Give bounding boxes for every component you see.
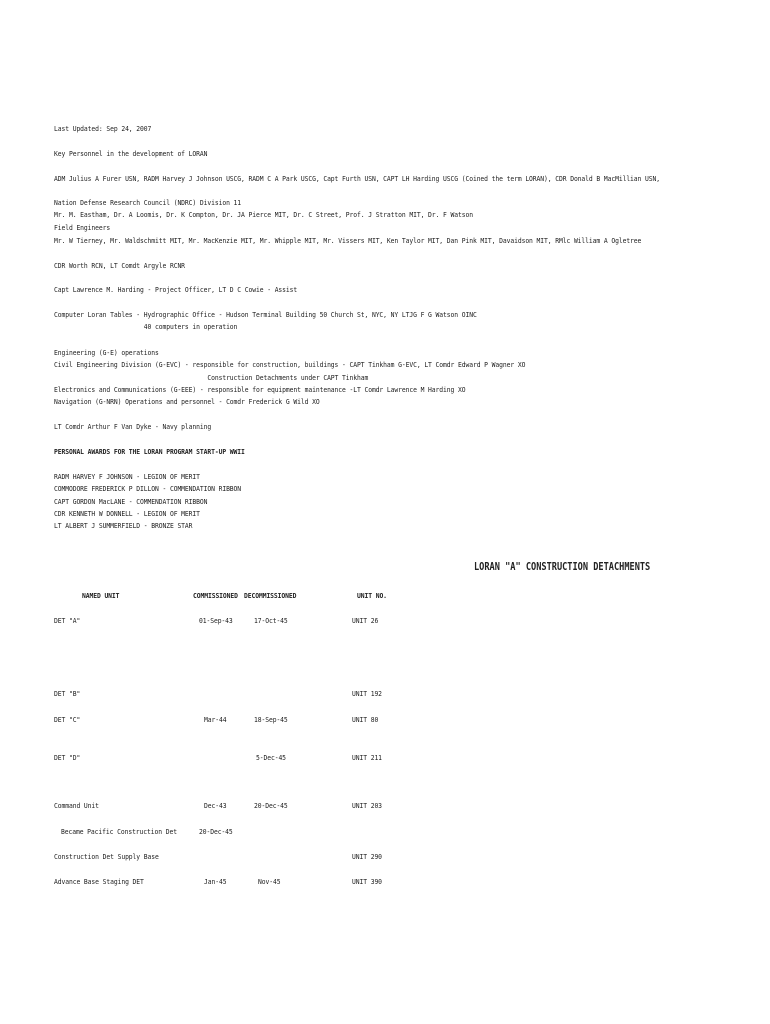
award-item: CDR KENNETH W DONNELL - LEGION OF MERIT <box>54 509 200 518</box>
award-item: LT ALBERT J SUMMERFIELD - BRONZE STAR <box>54 521 193 530</box>
ndrc-line: Mr. M. Eastham, Dr. A Loomis, Dr. K Compton, Dr. JA Pierce MIT, Dr. C Street, Prof. J Stratton MIT, Dr. F Watson <box>54 210 473 219</box>
commissioned-cell: Dec-43 <box>204 801 227 810</box>
unit-no-cell: UNIT 26 <box>352 616 379 625</box>
engineering-line: Construction Detachments under CAPT Tinkham <box>54 373 369 382</box>
unit-no-cell: UNIT 290 <box>352 852 382 861</box>
decommissioned-cell: 20-Dec-45 <box>254 801 288 810</box>
unit-cell: DET "A" <box>54 616 81 625</box>
unit-cell: DET "C" <box>54 715 81 724</box>
header-decommissioned: DECOMMISSIONED <box>244 591 297 600</box>
ndrc-line: Nation Defense Research Council (NDRC) Division 11 <box>54 198 242 207</box>
unit-no-cell: UNIT 211 <box>352 753 382 762</box>
engineering-line: Engineering (G-E) operations <box>54 348 159 357</box>
unit-no-cell: UNIT 80 <box>352 715 379 724</box>
engineering-line: Navigation (G-NRN) Operations and personnel - Comdr Frederick G Wild XO <box>54 397 320 406</box>
commissioned-cell: Jan-45 <box>204 877 227 886</box>
unit-cell: Construction Det Supply Base <box>54 852 159 861</box>
decommissioned-cell: 5-Dec-45 <box>256 753 286 762</box>
award-item: COMMODORE FREDERICK P DILLON - COMMENDATION RIBBON <box>54 484 242 493</box>
award-item: RADM HARVEY F JOHNSON - LEGION OF MERIT <box>54 472 200 481</box>
header-commissioned: COMMISSIONED <box>193 591 238 600</box>
awards-title: PERSONAL AWARDS FOR THE LORAN PROGRAM START-UP WWII <box>54 447 245 456</box>
unit-no-cell: UNIT 203 <box>352 801 382 810</box>
rcn-line: CDR Worth RCN, LT Comdt Argyle RCNR <box>54 261 185 270</box>
key-personnel-title: Key Personnel in the development of LORAN <box>54 149 208 158</box>
commissioned-cell: 01-Sep-43 <box>199 616 233 625</box>
ndrc-line: Field Engineers <box>54 223 111 232</box>
header-unit-no: UNIT NO. <box>357 591 387 600</box>
engineering-line: Civil Engineering Division (G-EVC) - responsible for construction, buildings - CAPT Tinkham G-EVC, LT Comdr Edward P Wagner XO <box>54 360 526 369</box>
last-updated: Last Updated: Sep 24, 2007 <box>54 124 152 133</box>
decommissioned-cell: 17-Oct-45 <box>254 616 288 625</box>
header-named-unit: NAMED UNIT <box>82 591 120 600</box>
tables-line: 40 computers in operation <box>54 322 238 331</box>
decommissioned-cell: 18-Sep-45 <box>254 715 288 724</box>
unit-cell: DET "B" <box>54 689 81 698</box>
unit-cell: DET "D" <box>54 753 81 762</box>
engineering-line: Electronics and Communications (G-EEE) - responsible for equipment maintenance -LT Comdr Lawrence M Harding XO <box>54 385 466 394</box>
commissioned-cell: 20-Dec-45 <box>199 827 233 836</box>
unit-cell: Advance Base Staging DET <box>54 877 144 886</box>
vandyke-line: LT Comdr Arthur F Van Dyke - Navy planning <box>54 422 212 431</box>
unit-no-cell: UNIT 390 <box>352 877 382 886</box>
unit-cell: Command Unit <box>54 801 99 810</box>
decommissioned-cell: Nov-45 <box>258 877 281 886</box>
unit-cell: Became Pacific Construction Det <box>61 827 177 836</box>
ndrc-line: Mr. W Tierney, Mr. Waldschmitt MIT, Mr. MacKenzie MIT, Mr. Whipple MIT, Mr. Vissers MIT, Ken Taylor MIT, Dan Pink MIT, Davaidson MIT, RMlc William A Ogletree <box>54 236 642 245</box>
tables-line: Computer Loran Tables - Hydrographic Office - Hudson Terminal Building 50 Church St, NYC, NY LTJG F G Watson OINC <box>54 310 477 319</box>
personnel-line: ADM Julius A Furer USN, RADM Harvey J Johnson USCG, RADM C A Park USCG, Capt Furth USN, CAPT LH Harding USCG (Coined the term LORAN), CDR Donald B MacMillian USN, <box>54 174 660 183</box>
unit-no-cell: UNIT 192 <box>352 689 382 698</box>
harding-line: Capt Lawrence M. Harding - Project Officer, LT D C Cowie - Assist <box>54 285 298 294</box>
commissioned-cell: Mar-44 <box>204 715 227 724</box>
detachments-heading: LORAN "A" CONSTRUCTION DETACHMENTS <box>474 561 651 573</box>
award-item: CAPT GORDON MacLANE - COMMENDATION RIBBON <box>54 497 208 506</box>
